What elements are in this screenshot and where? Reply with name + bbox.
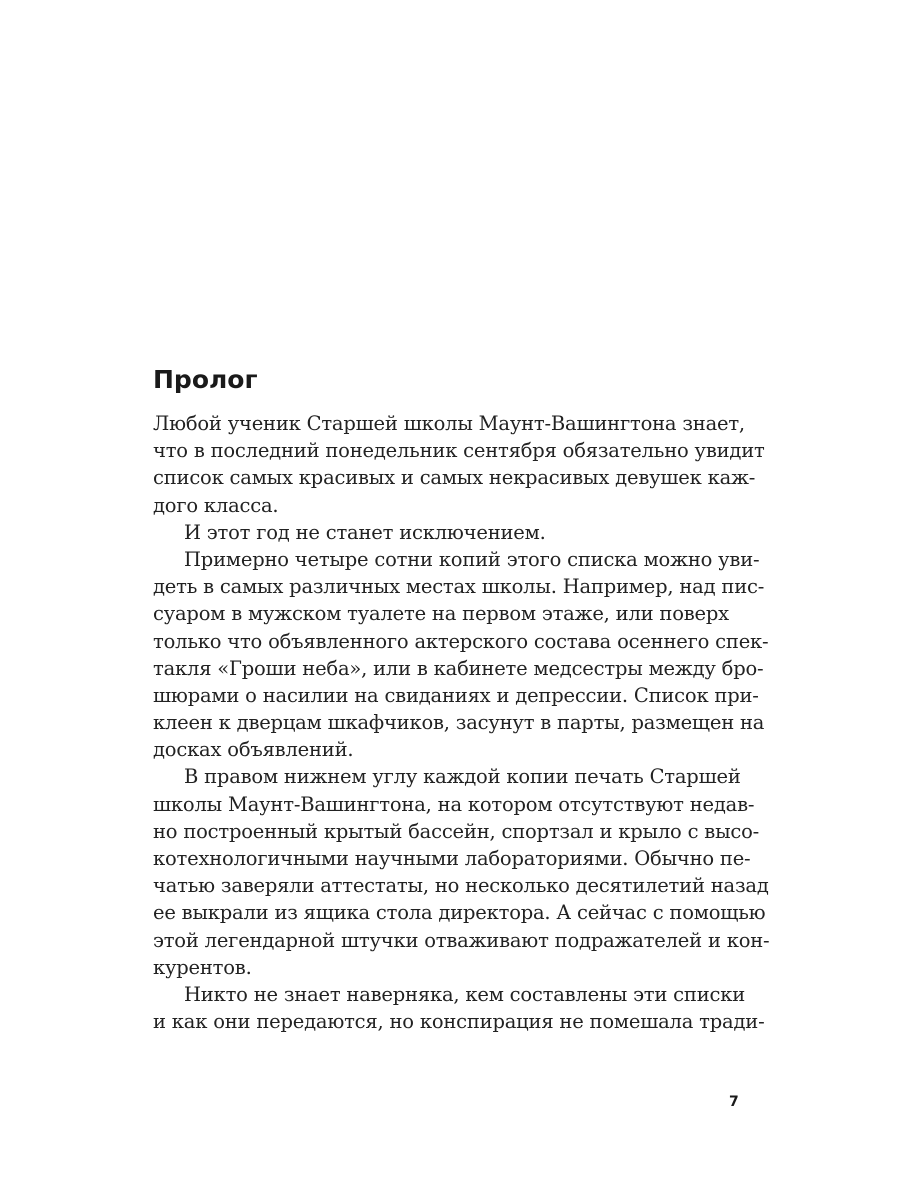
text-line: дого класса.	[153, 493, 279, 517]
text-line: И этот год не станет исключением.	[184, 520, 546, 544]
text-line: Любой ученик Старшей школы Маунт-Вашингтона знает,	[153, 412, 745, 435]
text-line: такля «Гроши неба», или в кабинете медсестры между бро-	[153, 656, 764, 680]
text-line: чатью заверяли аттестаты, но несколько десятилетий назад	[153, 874, 769, 898]
text-line: ее выкрали из ящика стола директора. А сейчас с помощью	[153, 901, 766, 925]
text-line: котехнологичными научными лабораториями. Обычно пе-	[153, 847, 751, 870]
text-line: суаром в мужском туалете на первом этаже, или поверх	[153, 602, 729, 626]
text-line: и как они передаются, но конспирация не помешала тради-	[153, 1010, 765, 1034]
text-line: Примерно четыре сотни копий этого списка можно уви-	[184, 547, 760, 571]
text-line: только что объявленного актерского состава осеннего спек-	[153, 629, 769, 653]
text-line: этой легендарной штучки отваживают подражателей и кон-	[153, 928, 770, 952]
text-line: шюрами о насилии на свиданиях и депрессии. Список при-	[153, 683, 759, 707]
text-line: школы Маунт-Вашингтона, на котором отсутствуют недав-	[153, 792, 755, 816]
text-line: список самых красивых и самых некрасивых девушек каж-	[153, 466, 756, 490]
text-line: что в последний понедельник сентября обязательно увидит	[153, 439, 765, 463]
chapter-title: Пролог	[153, 365, 258, 394]
page-number: 7	[729, 1094, 739, 1110]
text-line: курентов.	[153, 955, 252, 979]
text-line: Никто не знает наверняка, кем составлены эти списки	[184, 982, 746, 1006]
chapter-text	[153, 410, 770, 1035]
text-line: В правом нижнем углу каждой копии печать Старшей	[184, 765, 741, 789]
text-line: досках объявлений.	[153, 738, 354, 762]
text-line: но построенный крытый бассейн, спортзал и крыло с высо-	[153, 819, 760, 843]
text-line: деть в самых различных местах школы. Например, над пис-	[153, 575, 765, 599]
text-line: клеен к дверцам шкафчиков, засунут в парты, размещен на	[153, 711, 765, 735]
